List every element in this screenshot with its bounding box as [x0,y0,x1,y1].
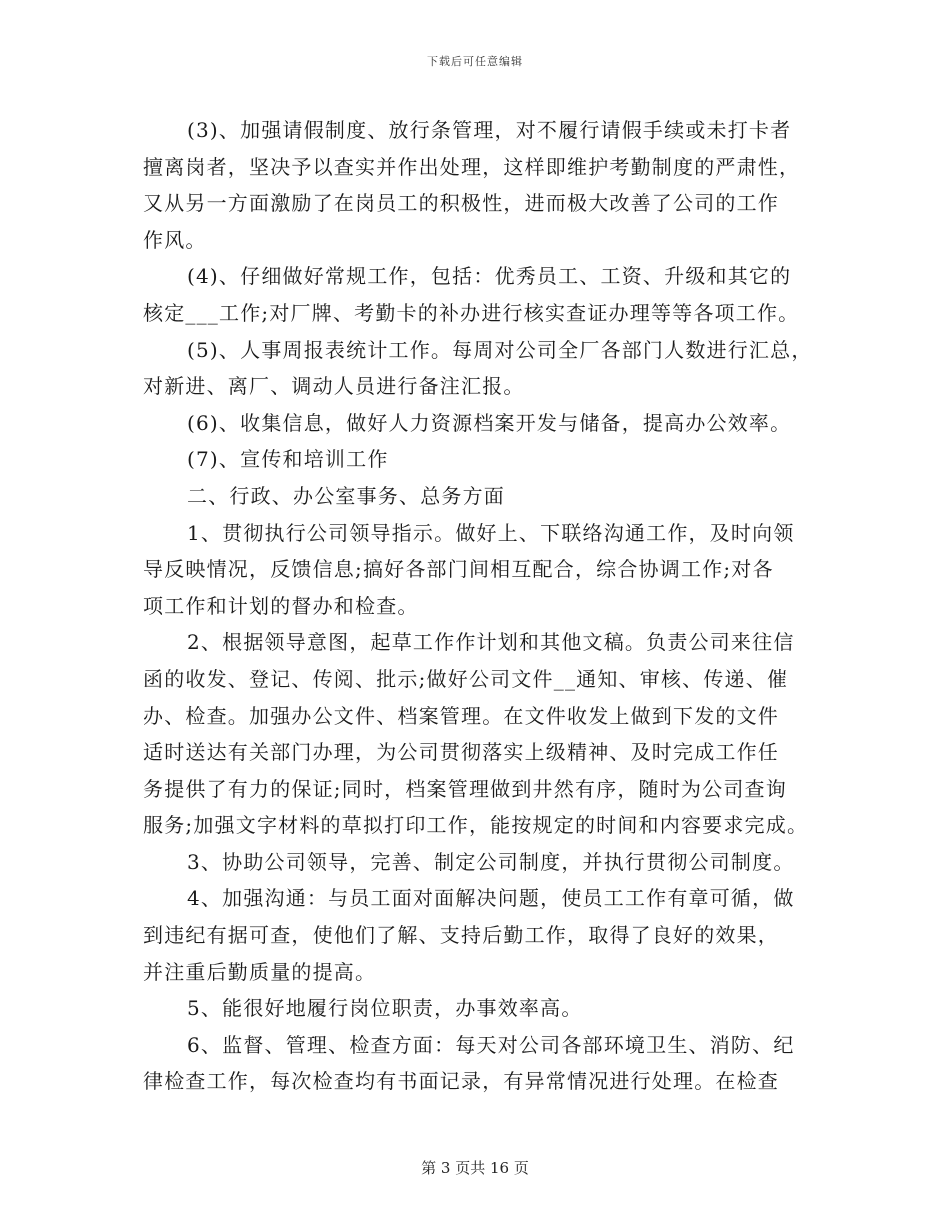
text-line: 1、贯彻执行公司领导指示。做好上、下联络沟通工作，及时向领 [187,520,795,545]
text-line: (3)、加强请假制度、放行条管理，对不履行请假手续或未打卡者 [187,118,792,142]
text-line: 作风。 [143,227,207,252]
text-line: 4、加强沟通：与员工面对面解决问题，使员工工作有章可循，做 [187,886,795,911]
text-line: 又从另一方面激励了在岗员工的积极性，进而极大改善了公司的工作 [143,191,779,216]
text-line: 并注重后勤质量的提高。 [143,959,377,984]
text-line: (7)、宣传和培训工作 [187,447,389,472]
text-line: (5)、人事周报表统计工作。每周对公司全厂各部门人数进行汇总， [187,337,813,362]
text-line: 导反映情况，反馈信息;搞好各部门间相互配合，综合协调工作;对各 [143,557,774,582]
text-line: 核定___工作;对厂牌、考勤卡的补办进行核实查证办理等等各项工作。 [143,300,800,325]
text-line: 律检查工作，每次检查均有书面记录，有异常情况进行处理。在检查 [143,1069,779,1094]
text-line: 6、监督、管理、检查方面：每天对公司各部环境卫生、消防、纪 [187,1032,795,1057]
text-line: 二、行政、办公室事务、总务方面 [187,483,505,508]
text-line: 办、检查。加强办公文件、档案管理。在文件收发上做到下发的文件 [143,703,779,728]
text-line: 服务;加强文字材料的草拟打印工作，能按规定的时间和内容要求完成。 [143,813,809,838]
text-line: 函的收发、登记、传阅、批示;做好公司文件__通知、审核、传递、催 [143,666,789,691]
page-header: 下载后可任意编辑 [427,55,523,68]
page-number: 第 3 页共 16 页 [421,1159,529,1177]
text-line: 务提供了有力的保证;同时，档案管理做到井然有序，随时为公司查询 [143,776,787,801]
text-line: 到违纪有据可查，使他们了解、支持后勤工作，取得了良好的效果， [143,923,779,948]
text-line: 适时送达有关部门办理，为公司贯彻落实上级精神、及时完成工作任 [143,740,779,765]
text-line: (6)、收集信息，做好人力资源档案开发与储备，提高办公效率。 [187,410,792,435]
document-body [143,112,815,1100]
text-line: 3、协助公司领导，完善、制定公司制度，并执行贯彻公司制度。 [187,849,795,874]
text-line: 2、根据领导意图，起草工作作计划和其他文稿。负责公司来往信 [187,630,795,655]
text-line: 项工作和计划的督办和检查。 [143,593,419,618]
text-line: 对新进、离厂、调动人员进行备注汇报。 [143,374,525,399]
text-line: 5、能很好地履行岗位职责，办事效率高。 [187,996,583,1021]
text-line: (4)、仔细做好常规工作，包括：优秀员工、工资、升级和其它的 [187,264,792,289]
text-line: 擅离岗者，坚决予以查实并作出处理，这样即维护考勤制度的严肃性， [143,154,801,179]
